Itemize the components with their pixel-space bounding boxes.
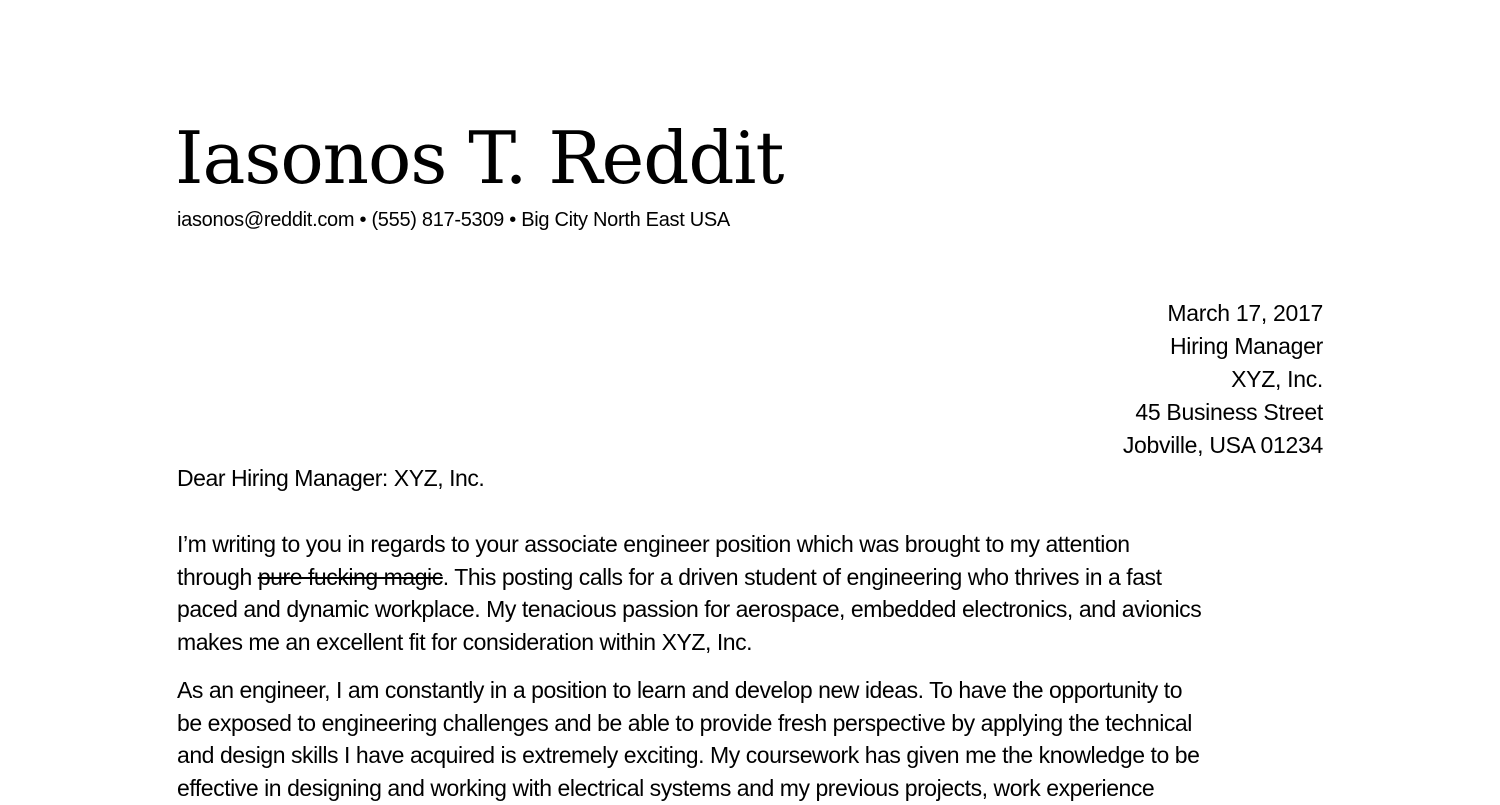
- recipient-title: Hiring Manager: [1169, 333, 1323, 359]
- text-line: As an engineer, I am constantly in a position to learn and develop new ideas. To have the opportunity to: [177, 677, 1183, 703]
- separator: •: [354, 209, 372, 231]
- separator: •: [504, 209, 522, 231]
- text-line: I’m writing to you in regards to your associate engineer position which was brought to my attention: [177, 531, 1130, 557]
- paragraph-1: [177, 528, 1337, 659]
- text: . This posting calls for a driven student of engineering who thrives in a fast: [442, 563, 1162, 590]
- recipient-street: 45 Business Street: [1135, 399, 1323, 425]
- date: March 17, 2017: [1167, 300, 1323, 326]
- text-line: makes me an excellent fit for consideration within XYZ, Inc.: [177, 629, 753, 656]
- struck-text: pure fucking magic: [257, 563, 443, 590]
- text: through: [177, 563, 258, 590]
- paragraph-2: [177, 674, 1337, 805]
- greeting: Dear Hiring Manager: XYZ, Inc.: [177, 465, 485, 491]
- recipient-company: XYZ, Inc.: [1231, 366, 1323, 392]
- text-line: and design skills I have acquired is extremely exciting. My coursework has given me the knowledge to be: [177, 742, 1200, 769]
- text-line: paced and dynamic workplace. My tenacious passion for aerospace, embedded electronics, and avionics: [177, 596, 1202, 623]
- recipient-block: [1123, 297, 1323, 462]
- text-line: [177, 561, 1337, 594]
- sender-name: Iasonos T. Reddit: [175, 116, 784, 200]
- text-line: effective in designing and working with electrical systems and my previous projects, work experience: [177, 775, 1155, 802]
- phone: (555) 817-5309: [371, 209, 505, 231]
- recipient-city: Jobville, USA 01234: [1122, 432, 1323, 458]
- email: iasonos@reddit.com: [177, 209, 355, 231]
- text-line: be exposed to engineering challenges and be able to provide fresh perspective by applying the technical: [177, 709, 1192, 736]
- location: Big City North East USA: [521, 209, 730, 231]
- contact-line: [177, 209, 730, 232]
